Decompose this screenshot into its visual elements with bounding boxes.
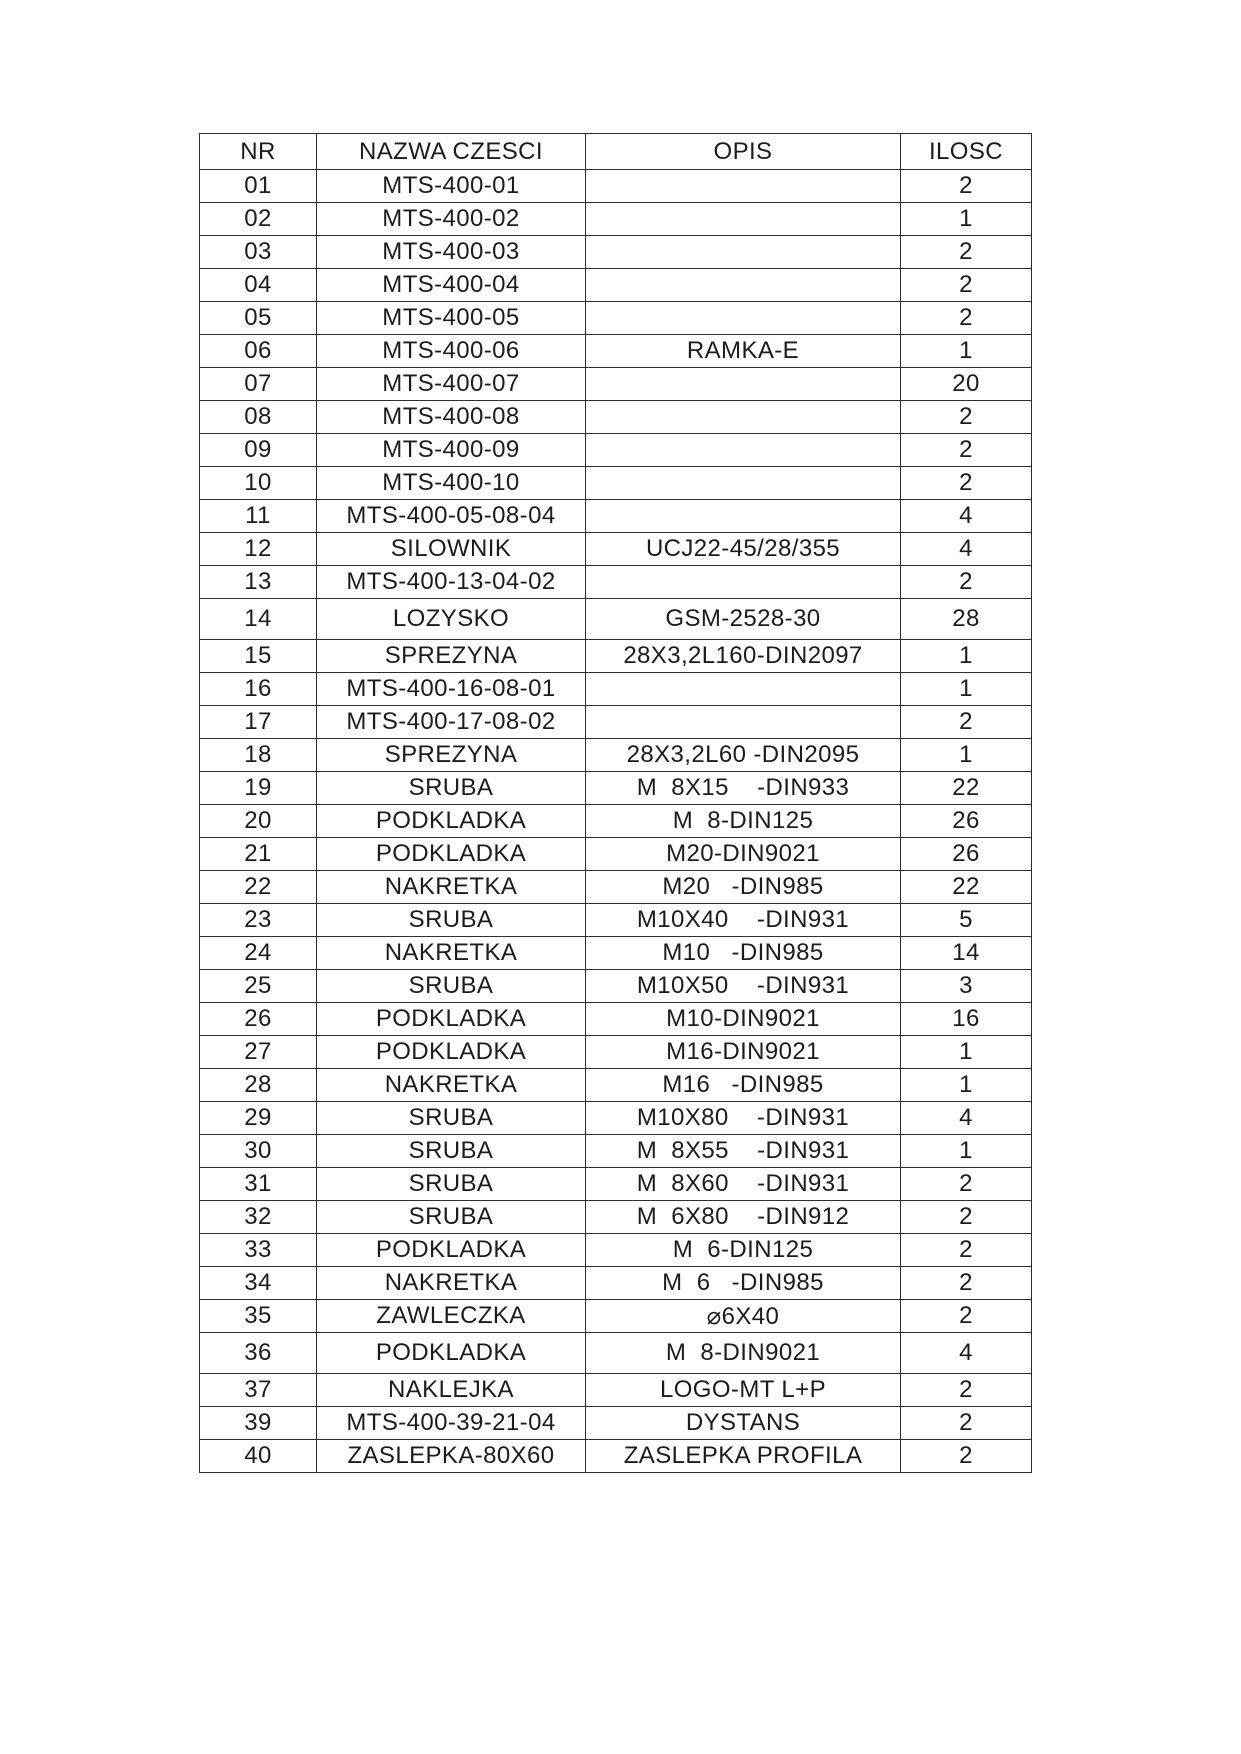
table-row (200, 871, 1032, 904)
cell-ilosc: 4 (901, 1102, 1032, 1135)
cell-nazwa: NAKRETKA (317, 937, 586, 970)
table-row (200, 1407, 1032, 1440)
cell-opis: RAMKA-E (586, 335, 901, 368)
cell-opis (586, 203, 901, 236)
cell-ilosc: 2 (901, 1267, 1032, 1300)
cell-ilosc: 1 (901, 1036, 1032, 1069)
table-row (200, 805, 1032, 838)
cell-nazwa: MTS-400-09 (317, 434, 586, 467)
table-row (200, 1300, 1032, 1333)
cell-opis (586, 706, 901, 739)
cell-opis: M10-DIN9021 (586, 1003, 901, 1036)
cell-opis: M 8-DIN9021 (586, 1333, 901, 1374)
cell-ilosc: 22 (901, 772, 1032, 805)
cell-nazwa: MTS-400-04 (317, 269, 586, 302)
cell-opis (586, 467, 901, 500)
parts-table-body (200, 170, 1032, 1473)
cell-ilosc: 1 (901, 203, 1032, 236)
cell-nazwa: LOZYSKO (317, 599, 586, 640)
table-row (200, 673, 1032, 706)
cell-nr: 03 (200, 236, 317, 269)
cell-ilosc: 2 (901, 1168, 1032, 1201)
cell-nr: 31 (200, 1168, 317, 1201)
cell-ilosc: 22 (901, 871, 1032, 904)
cell-opis: GSM-2528-30 (586, 599, 901, 640)
cell-ilosc: 1 (901, 739, 1032, 772)
table-row (200, 236, 1032, 269)
cell-nr: 13 (200, 566, 317, 599)
cell-ilosc: 14 (901, 937, 1032, 970)
table-row (200, 401, 1032, 434)
cell-nr: 14 (200, 599, 317, 640)
table-row (200, 1135, 1032, 1168)
cell-nr: 39 (200, 1407, 317, 1440)
cell-nr: 02 (200, 203, 317, 236)
cell-opis: M20 -DIN985 (586, 871, 901, 904)
cell-nazwa: PODKLADKA (317, 1036, 586, 1069)
cell-nazwa: PODKLADKA (317, 805, 586, 838)
table-row (200, 1234, 1032, 1267)
cell-opis: M10 -DIN985 (586, 937, 901, 970)
table-row (200, 434, 1032, 467)
cell-ilosc: 2 (901, 1201, 1032, 1234)
cell-nazwa: ZAWLECZKA (317, 1300, 586, 1333)
cell-nr: 12 (200, 533, 317, 566)
cell-nazwa: SRUBA (317, 904, 586, 937)
cell-nazwa: MTS-400-39-21-04 (317, 1407, 586, 1440)
cell-ilosc: 2 (901, 1440, 1032, 1473)
cell-ilosc: 1 (901, 673, 1032, 706)
cell-opis (586, 500, 901, 533)
cell-nr: 34 (200, 1267, 317, 1300)
cell-nr: 07 (200, 368, 317, 401)
cell-nr: 40 (200, 1440, 317, 1473)
cell-nr: 08 (200, 401, 317, 434)
cell-nazwa: MTS-400-01 (317, 170, 586, 203)
table-row (200, 1003, 1032, 1036)
cell-nr: 18 (200, 739, 317, 772)
cell-nr: 30 (200, 1135, 317, 1168)
cell-nazwa: PODKLADKA (317, 838, 586, 871)
cell-nazwa: NAKRETKA (317, 871, 586, 904)
cell-nazwa: SRUBA (317, 970, 586, 1003)
table-row (200, 599, 1032, 640)
table-row (200, 772, 1032, 805)
table-row (200, 269, 1032, 302)
cell-opis: M 6 -DIN985 (586, 1267, 901, 1300)
cell-ilosc: 26 (901, 838, 1032, 871)
cell-ilosc: 2 (901, 170, 1032, 203)
cell-nr: 09 (200, 434, 317, 467)
cell-nr: 19 (200, 772, 317, 805)
column-header-ilosc: ILOSC (901, 134, 1032, 170)
cell-ilosc: 3 (901, 970, 1032, 1003)
cell-opis: M10X80 -DIN931 (586, 1102, 901, 1135)
table-row (200, 368, 1032, 401)
table-row (200, 203, 1032, 236)
cell-ilosc: 16 (901, 1003, 1032, 1036)
column-header-opis: OPIS (586, 134, 901, 170)
cell-ilosc: 26 (901, 805, 1032, 838)
cell-nazwa: MTS-400-16-08-01 (317, 673, 586, 706)
table-row (200, 335, 1032, 368)
cell-opis (586, 368, 901, 401)
cell-nr: 21 (200, 838, 317, 871)
cell-ilosc: 2 (901, 269, 1032, 302)
cell-ilosc: 4 (901, 1333, 1032, 1374)
cell-ilosc: 1 (901, 1069, 1032, 1102)
cell-opis (586, 170, 901, 203)
column-header-nazwa: NAZWA CZESCI (317, 134, 586, 170)
cell-opis: 28X3,2L160-DIN2097 (586, 640, 901, 673)
table-row (200, 1267, 1032, 1300)
cell-nr: 11 (200, 500, 317, 533)
cell-nr: 25 (200, 970, 317, 1003)
cell-nazwa: SRUBA (317, 1201, 586, 1234)
cell-opis (586, 401, 901, 434)
cell-ilosc: 1 (901, 335, 1032, 368)
cell-ilosc: 4 (901, 500, 1032, 533)
table-row (200, 1036, 1032, 1069)
cell-nazwa: SPREZYNA (317, 739, 586, 772)
cell-opis (586, 236, 901, 269)
header-row (200, 134, 1032, 170)
parts-list-table (199, 133, 1032, 1473)
cell-opis: UCJ22-45/28/355 (586, 533, 901, 566)
cell-ilosc: 2 (901, 434, 1032, 467)
cell-opis: M 8X60 -DIN931 (586, 1168, 901, 1201)
cell-nazwa: MTS-400-06 (317, 335, 586, 368)
column-header-nr: NR (200, 134, 317, 170)
cell-nr: 28 (200, 1069, 317, 1102)
cell-opis: M 8X15 -DIN933 (586, 772, 901, 805)
table-row (200, 1440, 1032, 1473)
cell-nr: 27 (200, 1036, 317, 1069)
cell-nr: 06 (200, 335, 317, 368)
cell-opis: M 8-DIN125 (586, 805, 901, 838)
table-row (200, 500, 1032, 533)
cell-opis: ZASLEPKA PROFILA (586, 1440, 901, 1473)
cell-nazwa: MTS-400-05 (317, 302, 586, 335)
cell-nazwa: SRUBA (317, 1135, 586, 1168)
table-row (200, 640, 1032, 673)
cell-opis: 28X3,2L60 -DIN2095 (586, 739, 901, 772)
cell-nazwa: SRUBA (317, 1102, 586, 1135)
cell-nazwa: MTS-400-07 (317, 368, 586, 401)
table-row (200, 970, 1032, 1003)
cell-nr: 20 (200, 805, 317, 838)
cell-ilosc: 2 (901, 467, 1032, 500)
cell-nazwa: MTS-400-13-04-02 (317, 566, 586, 599)
table-row (200, 1102, 1032, 1135)
cell-nazwa: PODKLADKA (317, 1003, 586, 1036)
cell-nr: 33 (200, 1234, 317, 1267)
cell-nr: 29 (200, 1102, 317, 1135)
table-row (200, 170, 1032, 203)
cell-nr: 24 (200, 937, 317, 970)
cell-nazwa: MTS-400-02 (317, 203, 586, 236)
cell-ilosc: 2 (901, 1407, 1032, 1440)
cell-nr: 05 (200, 302, 317, 335)
cell-nazwa: SPREZYNA (317, 640, 586, 673)
cell-nazwa: MTS-400-17-08-02 (317, 706, 586, 739)
table-row (200, 566, 1032, 599)
cell-ilosc: 2 (901, 401, 1032, 434)
table-row (200, 706, 1032, 739)
cell-nazwa: ZASLEPKA-80X60 (317, 1440, 586, 1473)
cell-nazwa: NAKLEJKA (317, 1374, 586, 1407)
cell-ilosc: 2 (901, 1300, 1032, 1333)
cell-opis: M 8X55 -DIN931 (586, 1135, 901, 1168)
cell-opis (586, 673, 901, 706)
table-row (200, 467, 1032, 500)
cell-nr: 17 (200, 706, 317, 739)
cell-nazwa: MTS-400-10 (317, 467, 586, 500)
cell-opis: M10X40 -DIN931 (586, 904, 901, 937)
cell-nr: 04 (200, 269, 317, 302)
cell-nr: 36 (200, 1333, 317, 1374)
cell-nr: 26 (200, 1003, 317, 1036)
cell-nr: 16 (200, 673, 317, 706)
cell-nazwa: MTS-400-05-08-04 (317, 500, 586, 533)
cell-opis: LOGO-MT L+P (586, 1374, 901, 1407)
cell-ilosc: 2 (901, 236, 1032, 269)
table-row (200, 1333, 1032, 1374)
parts-table-header (200, 134, 1032, 170)
cell-ilosc: 2 (901, 1374, 1032, 1407)
cell-nr: 01 (200, 170, 317, 203)
table-row (200, 904, 1032, 937)
cell-ilosc: 2 (901, 706, 1032, 739)
table-row (200, 533, 1032, 566)
table-row (200, 1374, 1032, 1407)
cell-nr: 23 (200, 904, 317, 937)
cell-nr: 15 (200, 640, 317, 673)
cell-nr: 10 (200, 467, 317, 500)
cell-ilosc: 2 (901, 1234, 1032, 1267)
cell-nazwa: NAKRETKA (317, 1069, 586, 1102)
cell-opis (586, 566, 901, 599)
cell-opis: M 6-DIN125 (586, 1234, 901, 1267)
cell-opis: DYSTANS (586, 1407, 901, 1440)
cell-ilosc: 2 (901, 566, 1032, 599)
cell-opis: M20-DIN9021 (586, 838, 901, 871)
cell-opis (586, 434, 901, 467)
cell-opis (586, 302, 901, 335)
cell-ilosc: 1 (901, 1135, 1032, 1168)
cell-nazwa: SRUBA (317, 1168, 586, 1201)
cell-nr: 35 (200, 1300, 317, 1333)
table-row (200, 838, 1032, 871)
cell-ilosc: 1 (901, 640, 1032, 673)
cell-nazwa: MTS-400-08 (317, 401, 586, 434)
table-row (200, 302, 1032, 335)
cell-opis: M16 -DIN985 (586, 1069, 901, 1102)
cell-nazwa: NAKRETKA (317, 1267, 586, 1300)
cell-nr: 22 (200, 871, 317, 904)
cell-nr: 32 (200, 1201, 317, 1234)
cell-opis: M 6X80 -DIN912 (586, 1201, 901, 1234)
cell-nazwa: PODKLADKA (317, 1234, 586, 1267)
cell-nazwa: MTS-400-03 (317, 236, 586, 269)
cell-nr: 37 (200, 1374, 317, 1407)
cell-ilosc: 5 (901, 904, 1032, 937)
table-row (200, 1201, 1032, 1234)
table-row (200, 1168, 1032, 1201)
table-row (200, 937, 1032, 970)
cell-nazwa: SRUBA (317, 772, 586, 805)
cell-opis: ⌀6X40 (586, 1300, 901, 1333)
cell-nazwa: PODKLADKA (317, 1333, 586, 1374)
cell-ilosc: 2 (901, 302, 1032, 335)
table-row (200, 1069, 1032, 1102)
cell-ilosc: 4 (901, 533, 1032, 566)
table-row (200, 739, 1032, 772)
cell-nazwa: SILOWNIK (317, 533, 586, 566)
cell-ilosc: 28 (901, 599, 1032, 640)
cell-opis: M10X50 -DIN931 (586, 970, 901, 1003)
cell-opis: M16-DIN9021 (586, 1036, 901, 1069)
cell-opis (586, 269, 901, 302)
cell-ilosc: 20 (901, 368, 1032, 401)
